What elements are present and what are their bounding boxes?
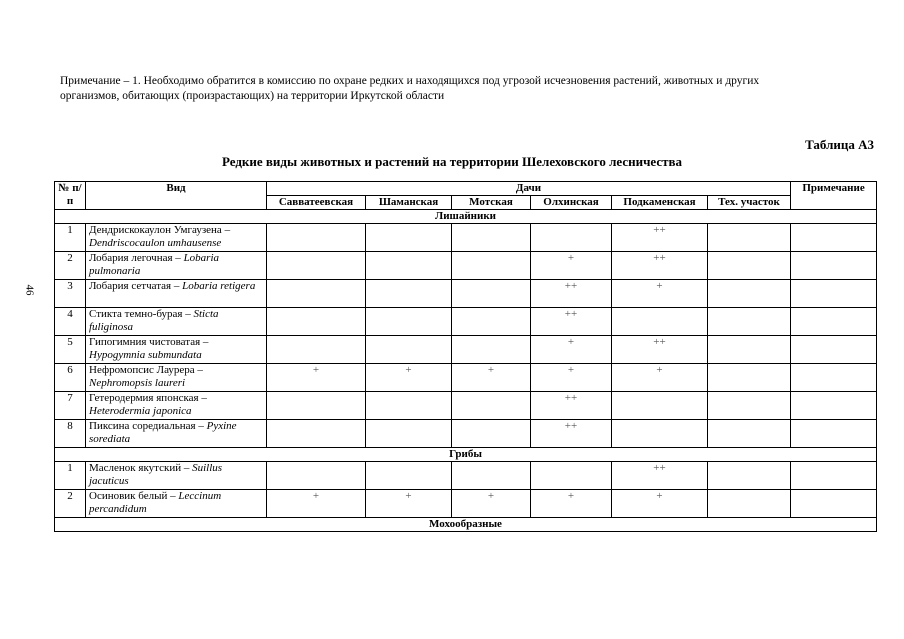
species-name xyxy=(86,252,267,280)
row-note xyxy=(791,490,877,518)
presence-mark: + xyxy=(612,364,708,392)
header-dacha: Подкаменская xyxy=(612,196,708,210)
row-number: 4 xyxy=(55,308,86,336)
presence-mark xyxy=(366,308,452,336)
row-note xyxy=(791,280,877,308)
presence-mark xyxy=(612,308,708,336)
row-note xyxy=(791,308,877,336)
row-number: 5 xyxy=(55,336,86,364)
presence-mark xyxy=(531,224,612,252)
header-dachi: Дачи xyxy=(267,182,791,196)
table-title: Редкие виды животных и растений на территории Шелеховского лесничества xyxy=(221,154,683,169)
presence-mark xyxy=(708,364,791,392)
row-number: 8 xyxy=(55,420,86,448)
header-num: № п/п xyxy=(55,182,86,210)
section-title: Мохообразные xyxy=(55,518,877,532)
presence-mark: + xyxy=(531,252,612,280)
species-name-latin: Lobaria pulmonaria xyxy=(89,252,220,277)
presence-mark xyxy=(708,308,791,336)
presence-mark: ++ xyxy=(612,252,708,280)
species-name-ru: Лобария сетчатая – xyxy=(89,280,183,292)
presence-mark xyxy=(452,392,531,420)
presence-mark xyxy=(612,392,708,420)
presence-mark: ++ xyxy=(531,420,612,448)
presence-mark xyxy=(366,252,452,280)
species-name-ru: Осиновик белый – xyxy=(89,490,179,502)
species-name-ru: Масленок якутский – xyxy=(89,462,193,474)
presence-mark xyxy=(366,462,452,490)
presence-mark xyxy=(531,462,612,490)
header-dacha: Олхинская xyxy=(531,196,612,210)
header-dacha: Мотская xyxy=(452,196,531,210)
presence-mark: + xyxy=(531,490,612,518)
presence-mark xyxy=(452,280,531,308)
species-name-latin: Sticta fuliginosa xyxy=(89,308,219,333)
presence-mark xyxy=(366,280,452,308)
rare-species-table xyxy=(54,181,877,532)
table-row xyxy=(55,462,877,490)
row-number: 1 xyxy=(55,462,86,490)
section-row xyxy=(55,448,877,462)
presence-mark xyxy=(267,308,366,336)
presence-mark: + xyxy=(612,490,708,518)
presence-mark xyxy=(708,280,791,308)
presence-mark xyxy=(267,280,366,308)
species-name-latin: Suillus jacuticus xyxy=(89,462,223,487)
header-dacha: Тех. участок xyxy=(708,196,791,210)
presence-mark xyxy=(708,392,791,420)
presence-mark xyxy=(452,224,531,252)
header-species: Вид xyxy=(86,182,267,210)
presence-mark: + xyxy=(531,364,612,392)
species-name xyxy=(86,462,267,490)
species-name-latin: Leccinum percandidum xyxy=(89,490,222,515)
species-name-latin: Pyxine sorediata xyxy=(89,420,237,445)
species-name-latin: Lobaria retigera xyxy=(182,280,256,292)
table-row xyxy=(55,224,877,252)
species-name xyxy=(86,280,267,308)
presence-mark: + xyxy=(267,490,366,518)
species-name xyxy=(86,364,267,392)
row-note xyxy=(791,252,877,280)
presence-mark xyxy=(612,420,708,448)
species-name-latin: Heterodermia japonica xyxy=(89,405,192,417)
table-row xyxy=(55,490,877,518)
row-note xyxy=(791,364,877,392)
presence-mark: + xyxy=(612,280,708,308)
presence-mark: ++ xyxy=(612,462,708,490)
presence-mark xyxy=(708,490,791,518)
presence-mark: + xyxy=(531,336,612,364)
presence-mark xyxy=(366,224,452,252)
presence-mark xyxy=(452,420,531,448)
presence-mark xyxy=(452,462,531,490)
row-number: 2 xyxy=(55,490,86,518)
section-row xyxy=(55,210,877,224)
presence-mark: + xyxy=(366,364,452,392)
table-row xyxy=(55,336,877,364)
row-number: 1 xyxy=(55,224,86,252)
row-note xyxy=(791,392,877,420)
header-note: Примечание xyxy=(791,182,877,210)
row-note xyxy=(791,420,877,448)
row-note xyxy=(791,336,877,364)
presence-mark xyxy=(267,252,366,280)
row-number: 3 xyxy=(55,280,86,308)
table-row xyxy=(55,308,877,336)
presence-mark xyxy=(708,336,791,364)
table-body xyxy=(55,210,877,532)
presence-mark xyxy=(267,392,366,420)
species-name xyxy=(86,420,267,448)
row-number: 7 xyxy=(55,392,86,420)
presence-mark: ++ xyxy=(612,224,708,252)
presence-mark: ++ xyxy=(531,392,612,420)
presence-mark: ++ xyxy=(531,308,612,336)
species-name xyxy=(86,336,267,364)
species-name-ru: Гетеродермия японская – xyxy=(89,392,207,404)
presence-mark xyxy=(366,392,452,420)
presence-mark xyxy=(452,336,531,364)
species-name-latin: Hypogymnia submundata xyxy=(89,349,202,361)
presence-mark: ++ xyxy=(612,336,708,364)
presence-mark xyxy=(708,420,791,448)
row-number: 2 xyxy=(55,252,86,280)
species-name-ru: Нефромопсис Лаурера – xyxy=(89,364,203,376)
header-dacha: Шаманская xyxy=(366,196,452,210)
species-name-ru: Дендрискокаулон Умгаузена – xyxy=(89,224,231,236)
row-note xyxy=(791,462,877,490)
presence-mark xyxy=(452,252,531,280)
presence-mark: + xyxy=(366,490,452,518)
table-row xyxy=(55,364,877,392)
table-row xyxy=(55,280,877,308)
species-name xyxy=(86,490,267,518)
section-title: Грибы xyxy=(55,448,877,462)
species-name xyxy=(86,224,267,252)
table-row xyxy=(55,392,877,420)
table-row xyxy=(55,420,877,448)
presence-mark xyxy=(267,336,366,364)
section-row xyxy=(55,518,877,532)
page-number: 46 xyxy=(23,284,36,296)
species-name xyxy=(86,392,267,420)
table-row xyxy=(55,252,877,280)
presence-mark xyxy=(267,420,366,448)
species-name-ru: Гипогимния чистоватая – xyxy=(89,336,209,348)
section-title: Лишайники xyxy=(55,210,877,224)
species-name-ru: Пиксина соредиальная – xyxy=(89,420,207,432)
presence-mark: + xyxy=(452,490,531,518)
presence-mark xyxy=(708,252,791,280)
presence-mark xyxy=(452,308,531,336)
species-name-latin: Dendriscocaulon umhausense xyxy=(89,237,222,249)
presence-mark xyxy=(366,420,452,448)
row-note xyxy=(791,224,877,252)
note-paragraph: Примечание – 1. Необходимо обратится в комиссию по охране редких и находящихся под угрозой исчезновения растений, животных и других организмов, обитающих (произрастающих) на территории Иркутской области xyxy=(60,75,760,102)
presence-mark: + xyxy=(267,364,366,392)
presence-mark xyxy=(267,462,366,490)
species-name xyxy=(86,308,267,336)
species-name-latin: Nephromopsis laureri xyxy=(89,377,186,389)
presence-mark: ++ xyxy=(531,280,612,308)
presence-mark xyxy=(366,336,452,364)
presence-mark xyxy=(708,462,791,490)
row-number: 6 xyxy=(55,364,86,392)
species-name-ru: Стикта темно-бурая – xyxy=(89,308,194,320)
table-caption: Таблица А3 xyxy=(805,137,874,152)
species-name-ru: Лобария легочная – xyxy=(89,252,184,264)
presence-mark: + xyxy=(452,364,531,392)
header-dacha: Савватеевская xyxy=(267,196,366,210)
presence-mark xyxy=(267,224,366,252)
presence-mark xyxy=(708,224,791,252)
